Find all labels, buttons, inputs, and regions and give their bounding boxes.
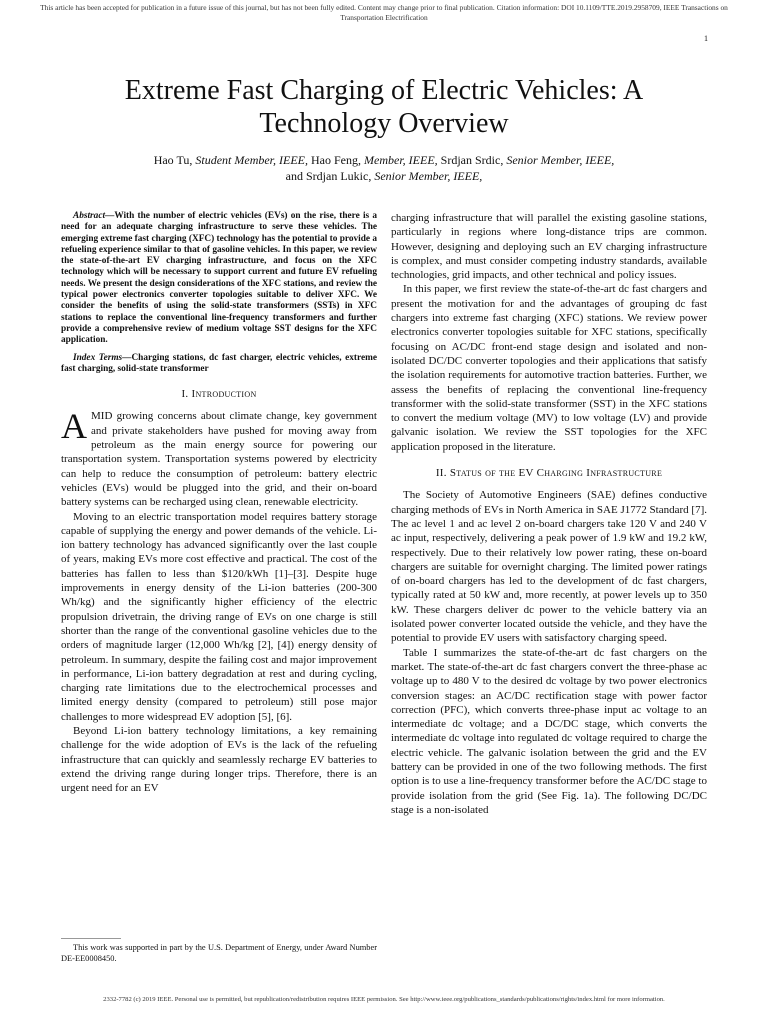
intro-paragraph-3: Beyond Li-ion battery technology limitations, a key remaining challenge for the wide adoption of EVs is the lack of the refueling infrastructure that can quickly and seamlessly recharge EV batteries to extend the driving range during longer trips. Therefore, there is an urgent need for an EV — [61, 724, 377, 795]
right-column — [391, 211, 707, 817]
abstract-label: Abstract — [73, 211, 106, 221]
status-paragraph-1: The Society of Automotive Engineers (SAE) defines conductive charging methods of EVs in North America in SAE J1772 Standard [7]. The ac level 1 and ac level 2 on-board chargers take 120 V and 240 V ac input, respectively, delivering a peak power of 1.9 kW and 19.2 kW, respectively. Due to their relatively low power rating, these on-board chargers are suitable for overnight charging. The limited power ratings of on-board chargers has led to the development of dc fast chargers, typically rated at 50 kW and, more recently, at power levels up to 350 kW. These chargers deliver dc power to the vehicle battery via an isolated power converter located outside the vehicle, and they have the potential to provide EV users with satisfactory charging speed. — [391, 489, 707, 645]
section-heading-status: II. Status of the EV Charging Infrastructure — [435, 467, 663, 480]
journal-banner: This article has been accepted for publication in a future issue of this journal, but has not been fully edited. Content may change prior to final publication. Citation information: DOI 10.1109/TTE.2019.2958709, IEEE Transactions on Transportation Electrification — [40, 3, 728, 22]
drop-cap: A — [61, 406, 87, 447]
abstract — [61, 211, 377, 347]
abstract-text: —With the number of electric vehicles (EVs) on the rise, there is a need for an adequate charging infrastructure to serve these vehicles. The emerging extreme fast charging (XFC) technology has the potential to provide a refueling experience similar to that of gasoline vehicles. In this paper, we review the state-of-the-art EV charging infrastructure, and focus on the XFC technology which will be necessary to support current and future EV refueling needs. We present the design considerations of the XFC stations, and review the typical power electronics converter topologies suitable to deliver XFC. We consider the benefits of using the solid-state transformers (SSTs) in XFC stations to replace the conventional line-frequency transformers and further provide a comprehensive review of medium voltage SST designs for the XFC application. — [61, 211, 377, 346]
intro-paragraph-1 — [61, 406, 377, 509]
author-name: and Srdjan Lukic, — [285, 169, 372, 183]
index-terms — [61, 353, 377, 376]
status-paragraph-2: Table I summarizes the state-of-the-art dc fast chargers on the market. The state-of-the-art dc fast chargers convert the three-phase ac voltage up to 480 V to the desired dc voltage by two power electronics conversion stages: an AC/DC rectification stage with power factor correction (PFC), which converts three-phase input ac voltage to an intermediate dc voltage; and a DC/DC stage, which converts the intermediate dc voltage into regulated dc voltage required to charge the electric vehicle. The galvanic isolation between the grid and the EV battery can be provided in one of the two following methods. The first option is to use a line-frequency transformer before the AC/DC stage to provide isolation from the grid (See Fig. 1a). The following DC/DC stage is a non-isolated — [391, 646, 707, 816]
author-role: Senior Member, IEEE, — [506, 153, 615, 167]
copyright-notice: 2332-7782 (c) 2019 IEEE. Personal use is permitted, but republication/redistribution requires IEEE permission. See http://www.ieee.org/publications_standards/publications/rights/index.html for more information. — [103, 996, 665, 1003]
funding-footnote: This work was supported in part by the U.S. Department of Energy, under Award Number DE-EE0008450. — [61, 943, 377, 963]
intro-paragraph-2: Moving to an electric transportation model requires battery storage capable of supplying the energy and power demands of the vehicle. Li-ion battery technology has advanced significantly over the last couple of years, making EVs more cost effective and practical. The cost of the batteries has fallen to less than $120/kWh [1]–[3]. Despite huge improvements in energy density of the Li-ion batteries (200-300 Wh/kg) and the significantly higher efficiency of the electric propulsion drivetrain, the driving range of EVs on one charge is still shorter than the range of the conventional gasoline vehicles due to the orders of magnitude larger (12,000 Wh/kg [2], [4]) energy density of petroleum. In summary, despite the failing cost and major improvement in performance, Li-ion battery degradation at rest and during cycling, charging rate limitations due to the electrochemical processes and limited energy density (compared to petroleum) still pose major challenges to more widespread EV adoption [5], [6]. — [61, 510, 377, 723]
paper-title: Extreme Fast Charging of Electric Vehicles: A Technology Overview — [124, 75, 644, 139]
footnote-divider — [61, 938, 121, 939]
index-terms-label: Index Terms — [73, 352, 123, 363]
index-terms-text: —Charging stations, dc fast charger, electric vehicles, extreme fast charging, solid-state transformer — [61, 352, 377, 374]
author-name: Srdjan Srdic, — [440, 153, 504, 167]
author-name: Hao Tu, — [153, 153, 193, 167]
page-number: 1 — [704, 34, 708, 43]
intro-paragraph-1-text: MID growing concerns about climate change, key government and private stakeholders have pushed for moving away from petroleum as the main energy source for powering our transportation system. Transportation systems powered by electricity can help to reduce the consumption of petroleum: battery electric vehicles (EVs) would be plugged into the grid, and their on-board battery systems can be recharged using clean, renewable electricity. — [61, 410, 377, 509]
author-role: Student Member, IEEE, — [195, 153, 309, 167]
left-column — [61, 211, 377, 795]
section-heading-introduction: I. Introduction — [181, 388, 257, 401]
author-name: Hao Feng, — [311, 153, 362, 167]
intro-paragraph-4: In this paper, we first review the state-of-the-art dc fast chargers and present the motivation for and the advantages of grouping dc fast chargers into extreme fast charging (XFC) stations. We review power electronics converter topologies suitable for XFC stations, specifically focusing on AC/DC front-end stage design and isolated and non-isolated DC/DC converter topologies and their applications that satisfy the isolation requirements for automotive traction batteries. Further, we assess the benefits of replacing the conventional line-frequency transformer with the solid-state transformer (SST) in the XFC stations to convert the medium voltage (MV) to low voltage (LV) and provide galvanic isolation. We review the SST topologies for the XFC application proposed in the literature. — [391, 283, 707, 453]
author-role: Senior Member, IEEE, — [374, 169, 483, 183]
intro-paragraph-3-continued: charging infrastructure that will parallel the existing gasoline stations, particularly in regions where long-distance trips are common. However, designing and deploying such an EV charging infrastructure is complex, and must consider competing industry standards, available technologies, grid impacts, and other technical and policy issues. — [391, 212, 707, 282]
author-list — [60, 152, 708, 184]
author-role: Member, IEEE, — [364, 153, 438, 167]
